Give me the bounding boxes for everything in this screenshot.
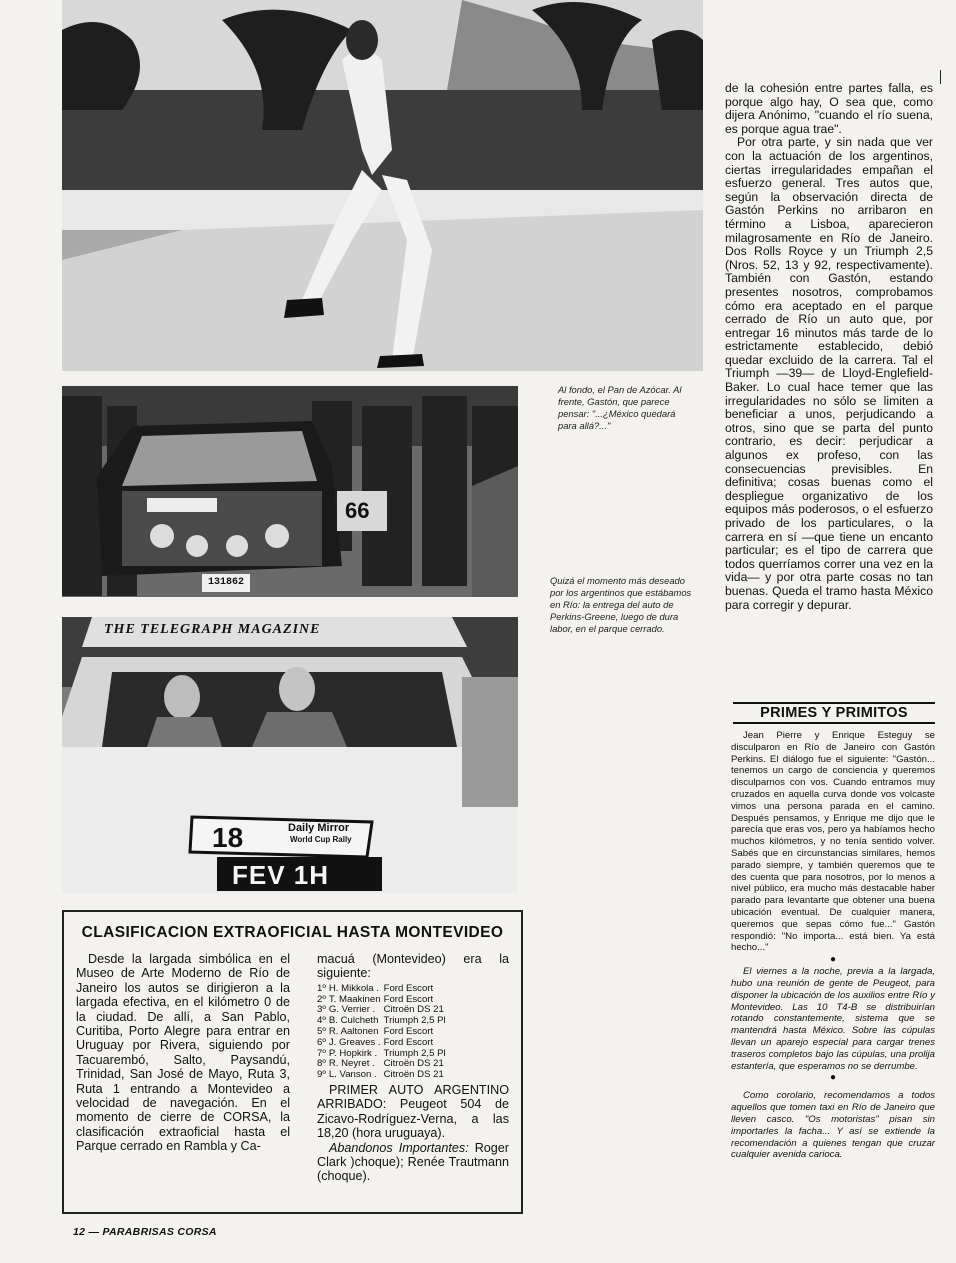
right-column-paragraph-2: Por otra parte, y sin nada que ver con la actuación de los argentinos, ciertas irregularidades empañan el esfuerzo general. Tres autos que, según la observación directa de Gastón Perkins no arribaron en término a Lisboa, aparecieron milagrosamente en Río de Janeiro. Dos Rolls Royce y un Triumph 2,5 (Nros. 52, 13 y 92, respectivamente). También con Gastón, estando presentes nosotros, comprobamos cómo era aceptado en el parque cerrado de Río un auto que, por entregar 16 minutos más tarde de lo estrictamente establecido, debió quedar excluido de la carrera. Tal el Triumph —39— de Lloyd-Englefield-Baker. Lo cual hace temer que las irregularidades no sólo se limiten a beneficiar a unos, perjudicando a otros, sino que se parta del punto contrario, es decir: perjudicar a algunos ex profeso, con las consecuencias previsibles. En definitiva; cosas buenas como el despliegue organizativo de los equipos más poderosos, o el esfuerzo privado de los particulares, o la carrera en sí —que tiene un encanto particular; es el tipo de carrera que todos querríamos correr una vez en la vida— y por otra parte cosas no tan buenas. Queda el tramo hasta México para corregir y depurar. xyxy=(725,135,933,612)
standings-driver: B. Culcheth xyxy=(328,1015,379,1027)
middle-photo-plate: 131862 xyxy=(208,577,245,588)
bottom-photo-sponsor-2: World Cup Rally xyxy=(290,835,352,844)
bottom-photo-banner: THE TELEGRAPH MAGAZINE xyxy=(104,622,321,637)
standings-position: 7º xyxy=(317,1047,326,1059)
classification-intro-continued: macuá (Montevideo) era la siguiente: xyxy=(317,952,509,981)
caption-second: Quizá el momento más deseado por los argentinos que estábamos en Río: la entrega del auto de Perkins-Greene, luego de dura labor, en el parque cerrado. xyxy=(550,575,692,634)
standings-car: Triumph 2,5 Pl xyxy=(383,1015,446,1027)
middle-photo xyxy=(62,386,518,597)
top-photo xyxy=(62,0,703,371)
standings-car: Triumph 2,5 Pl xyxy=(383,1047,446,1059)
standings-row xyxy=(317,984,449,995)
classification-title: CLASIFICACION EXTRAOFICIAL HASTA MONTEVIDEO xyxy=(81,924,504,941)
middle-photo-number: 66 xyxy=(345,498,370,523)
right-column-body xyxy=(725,82,933,612)
primes-paragraph-3: Como corolario, recomendamos a todos aquellos que tomen taxi en Río de Janeiro que lleven casco. "Os motoristas" pisan sin importarles la facha... Y así se extiende la recomendación a quienes tengan que cruzar cualquier avenida carioca. xyxy=(731,1090,935,1161)
withdrawals-label: Abandonos Importantes: xyxy=(329,1140,469,1155)
classification-box xyxy=(62,910,523,1214)
primes-section-heading: PRIMES Y PRIMITOS xyxy=(733,702,935,724)
primes-section-body xyxy=(731,730,935,1161)
standings-table xyxy=(317,984,449,1081)
right-edge-mark xyxy=(940,70,941,84)
standings-driver: R. Aaltonen xyxy=(328,1026,379,1037)
standings-position: 6º xyxy=(317,1036,326,1048)
standings-car: Citroën DS 21 xyxy=(383,1058,444,1070)
standings-driver: J. Greaves . xyxy=(328,1036,381,1048)
standings-position: 4º xyxy=(317,1015,326,1027)
standings-position: 8º xyxy=(317,1058,326,1070)
standings-position: 2º xyxy=(317,993,326,1005)
classification-right-text xyxy=(317,952,509,1184)
bottom-photo-plate: FEV 1H xyxy=(232,860,330,890)
standings-position: 1º xyxy=(317,982,326,994)
bottom-photo xyxy=(62,617,518,893)
standings-driver: T. Maakinen xyxy=(328,993,381,1005)
withdrawals-text: Roger Clark )choque); Renée Trautmann (choque). xyxy=(317,1140,509,1184)
first-argentine-car: PRIMER AUTO ARGENTINO ARRIBADO: Peugeot 504 de Zicavo-Rodríguez-Verna, a las 18,20 (hora uruguaya). xyxy=(317,1082,509,1141)
standings-position: 5º xyxy=(317,1026,326,1037)
standings-row xyxy=(317,1038,449,1049)
standings-car: Ford Escort xyxy=(383,1026,434,1037)
standings-position: 3º xyxy=(317,1004,326,1016)
bottom-photo-number: 18 xyxy=(212,822,244,853)
standings-driver: L. Vanson . xyxy=(328,1069,377,1081)
bottom-photo-sponsor-1: Daily Mirror xyxy=(288,822,350,834)
primes-paragraph-2: El viernes a la noche, previa a la largada, hubo una reunión de gente de Peugeot, para disponer la ubicación de los auxilios entre Río y Montevideo. Las 10 T4-B se distribuirían rotando constantemente, sistema que se mantendrá hasta México. Sobre las cúpulas llevan un aparejo especial para cargar trenes traseros completos bajo las cúpulas, una prolija estantería, que esperamos no se derrumbe. xyxy=(731,966,935,1072)
standings-driver: H. Mikkola . xyxy=(328,982,379,994)
page-footer: 12 — PARABRISAS CORSA xyxy=(73,1226,217,1238)
bullet-separator-2: ● xyxy=(829,1072,837,1084)
classification-intro: Desde la largada simbólica en el Museo de Arte Moderno de Río de Janeiro los autos se dirigieron a la largada efectiva, en el kilómetro 0 de la ciudad. De allí, a San Pablo, Curitiba, Porto Alegre para entrar en Uruguay por Rivera, siguiendo por Tacuarembó, Salto, Paysandú, Trinidad, San José de Mayo, Ruta 3, Ruta 1 entrando a Montevideo a velocidad de navegación. En el momento de cierre de CORSA, la clasificación extraoficial hasta el Parque cerrado en Rambla y Ca- xyxy=(76,952,290,1154)
standings-driver: G. Verrier . xyxy=(328,1004,376,1016)
classification-left-text xyxy=(76,952,290,1154)
standings-driver: R. Neyret . xyxy=(328,1058,375,1070)
standings-car: Citroën DS 21 xyxy=(383,1069,444,1081)
standings-position: 9º xyxy=(317,1069,326,1081)
caption-first: Al fondo, el Pan de Azócar. Al frente, Gastón, que parece pensar: "...¿México quedará para allá?..." xyxy=(558,384,682,431)
right-column-paragraph-1: de la cohesión entre partes falla, es porque algo hay, O sea que, como dijera Anónimo, "cuando el río suena, es porque agua trae". xyxy=(725,81,933,136)
bullet-separator-1: ● xyxy=(829,954,837,966)
standings-row xyxy=(317,1070,449,1081)
primes-paragraph-1: Jean Pierre y Enrique Esteguy se disculparon en Río de Janeiro con Gastón Perkins. El diálogo fue el siguiente: "Gastón... tenemos un cargo de conciencia y queremos disculparnos con vos. Cuando entramos muy cruzados en aquella curva donde vos volcaste vimos una persona parada en el camino. Después pensamos, y Enrique me dijo que le parecía que eras vos, pero ya habíamos hecho muchos kilómetros, y no tenía sentido volver. Sabés que en circunstancias similares, hemos parado siempre, y también queremos que te des cuenta que para nosotros, por lo menos a nivel público, era mucho más destacable haber parado para levantarte que obtener una buena ubicación eventual. De cualquier manera, queremos que sepas cómo fue..." Gastón respondió: "No importa... está bien. Ya está hecho..." xyxy=(731,730,935,954)
standings-driver: P. Hopkirk . xyxy=(328,1047,378,1059)
standings-car: Ford Escort xyxy=(383,982,434,994)
standings-car: Citroën DS 21 xyxy=(383,1004,444,1016)
standings-car: Ford Escort xyxy=(383,1036,434,1048)
withdrawals xyxy=(317,1141,509,1184)
standings-car: Ford Escort xyxy=(383,993,434,1005)
